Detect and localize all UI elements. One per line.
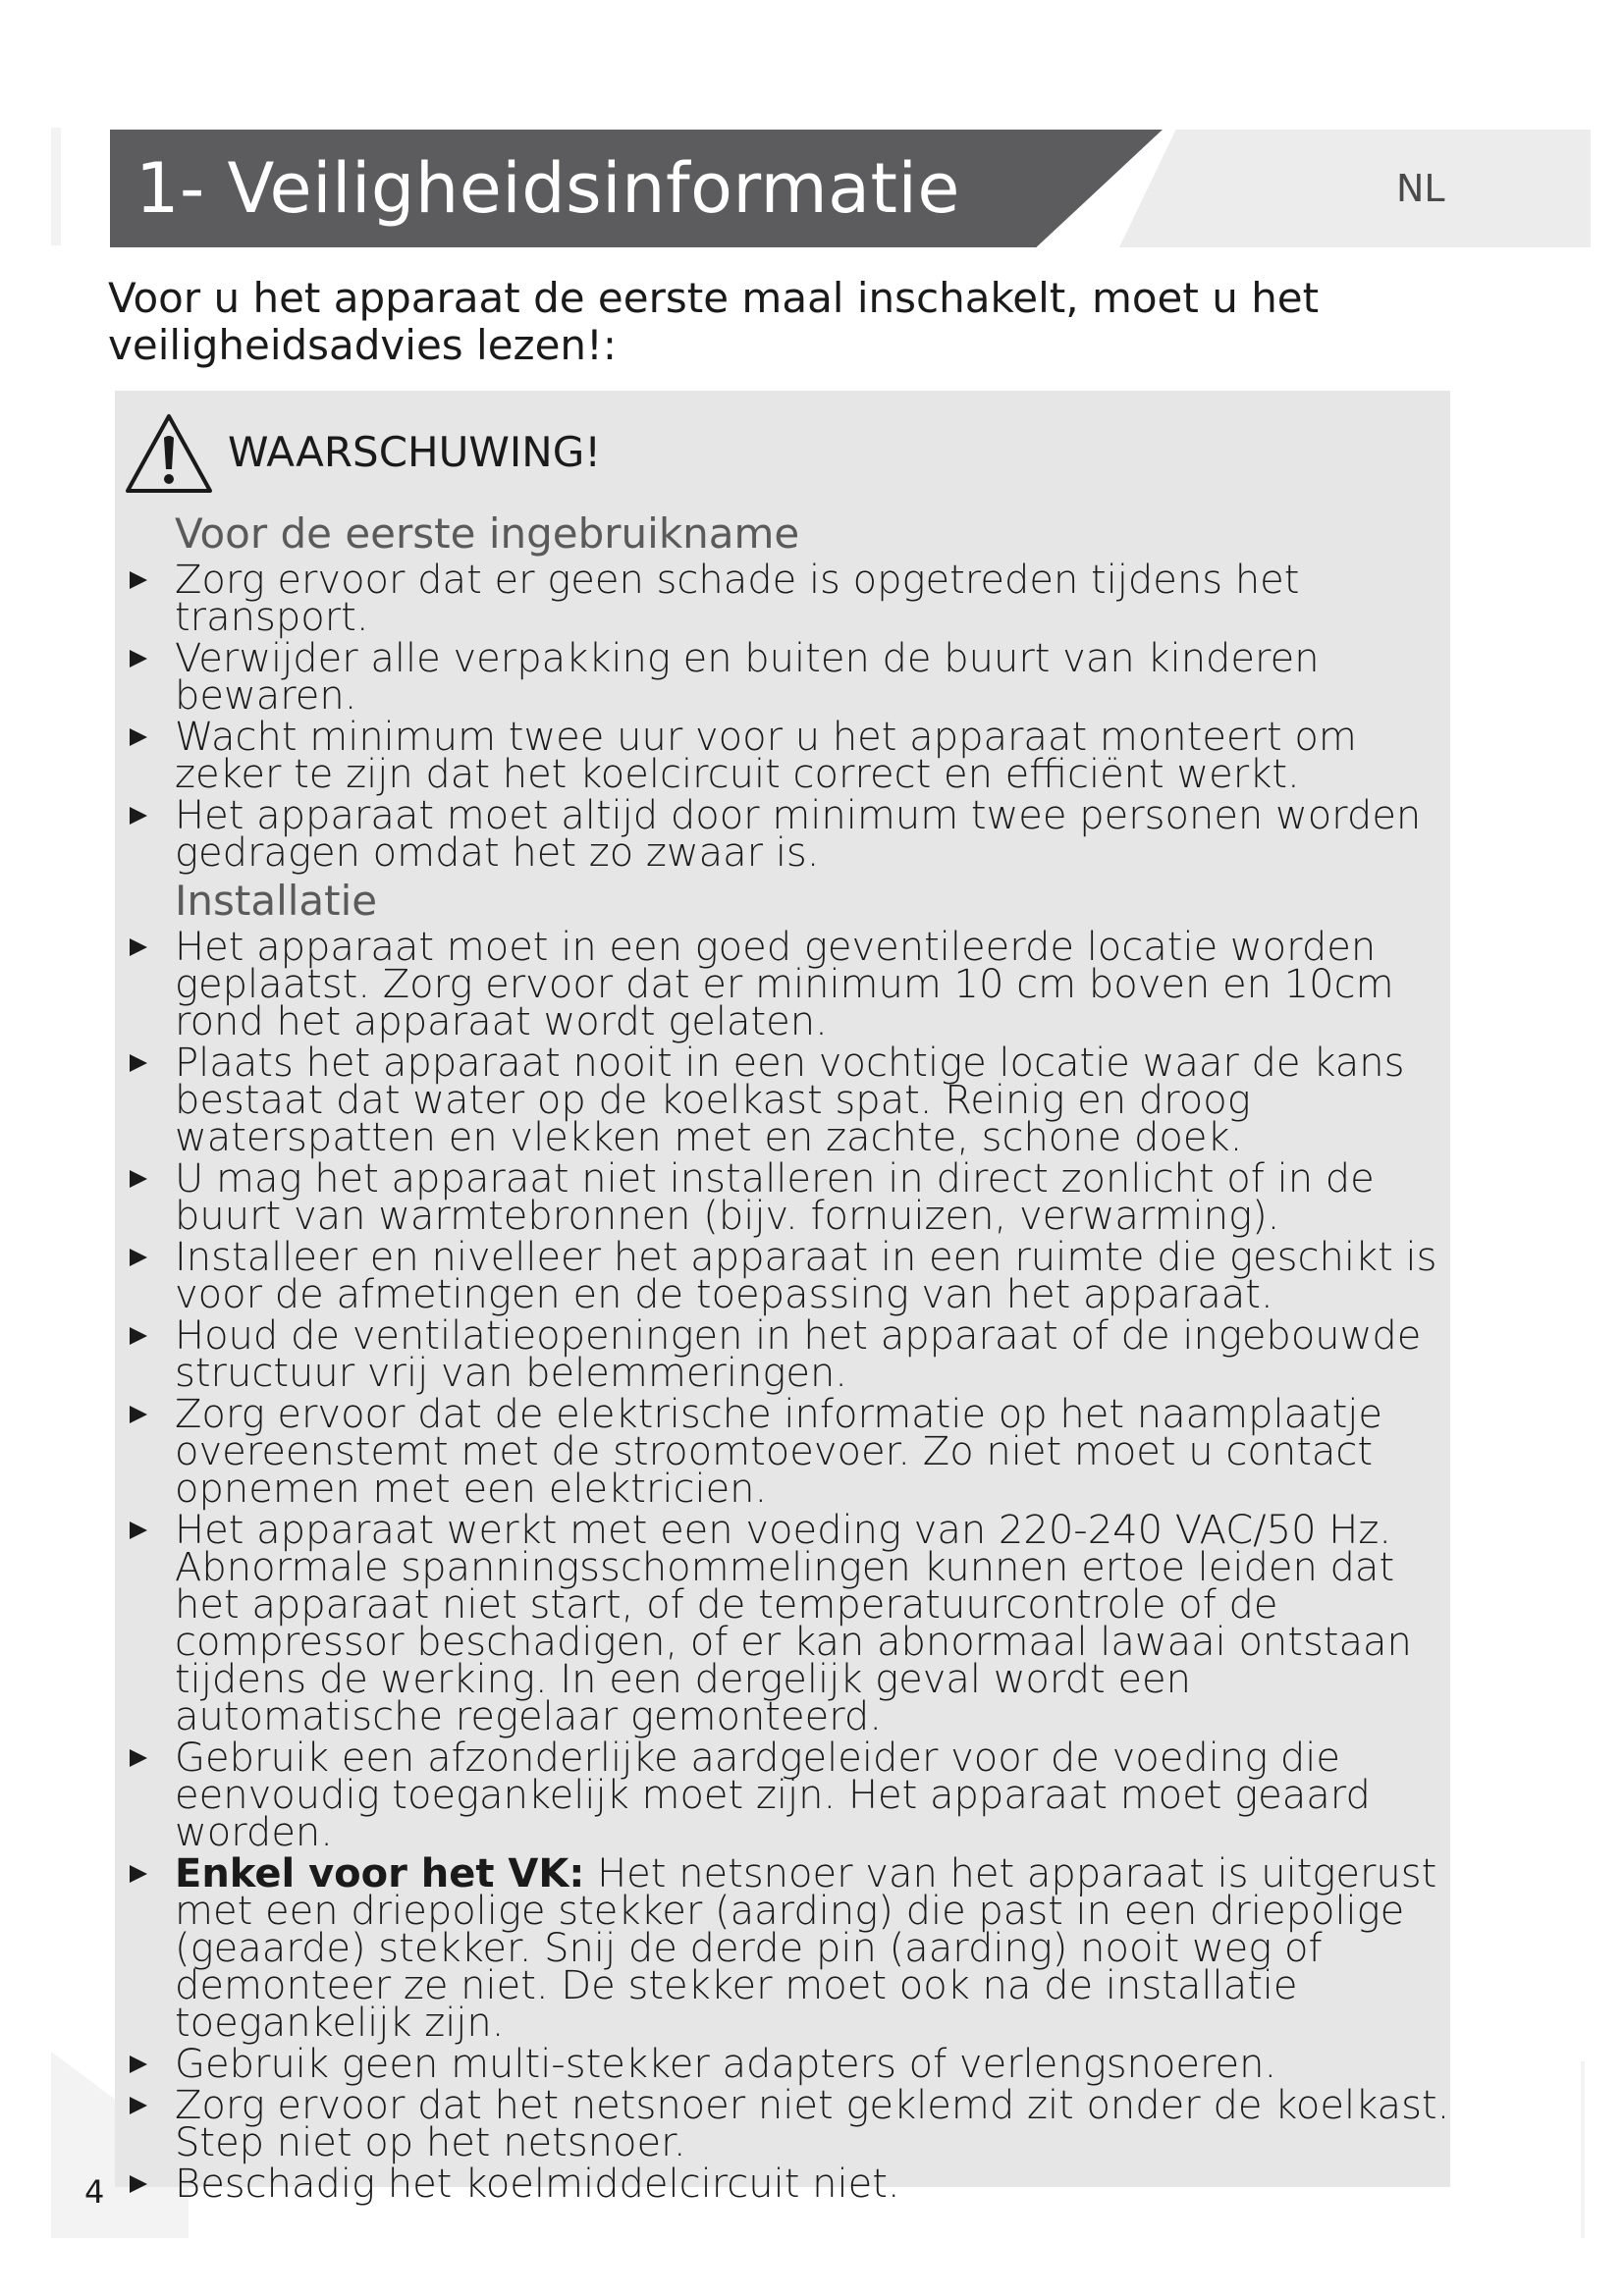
warning-triangle-icon — [122, 410, 216, 497]
bullet-arrow-icon — [130, 938, 147, 956]
list-item: Zorg ervoor dat het netsnoer niet geklemd zit onder de koelkast. Step niet op het netsnoer. — [126, 2087, 1461, 2162]
installation-list — [126, 925, 1461, 2207]
list-item: Zorg ervoor dat er geen schade is opgetreden tijdens het transport. — [126, 561, 1461, 636]
list-item: Het apparaat moet altijd door minimum twee personen worden gedragen omdat het zo zwaar is. — [126, 797, 1461, 872]
bullet-arrow-icon — [130, 728, 147, 746]
bullet-arrow-icon — [130, 2175, 147, 2193]
list-item: Gebruik een afzonderlijke aardgeleider voor de voeding die eenvoudig toegankelijk moet zijn. Het apparaat moet geaard worden. — [126, 1739, 1461, 1851]
list-item: Het apparaat moet in een goed geventileerde locatie worden geplaatst. Zorg ervoor dat er minimum 10 cm boven en 10cm rond het apparaat wordt gelaten. — [126, 929, 1461, 1041]
safety-content — [126, 510, 1461, 2207]
list-item: Het apparaat werkt met een voeding van 220-240 VAC/50 Hz. Abnormale spanningsschommelingen kunnen ertoe leiden dat het apparaat niet start, of de temperatuurcontrole of de compressor beschadigen, of er kan abnormaal lawaai ontstaan tijdens de werking. In een dergelijk geval wordt een automatische regelaar gemonteerd. — [126, 1512, 1461, 1735]
bullet-arrow-icon — [130, 1249, 147, 1266]
section-heading-first-use: Voor de eerste ingebruikname — [175, 509, 800, 558]
first-use-list — [126, 558, 1461, 876]
bullet-arrow-icon — [130, 571, 147, 589]
page-title: 1- Veiligheidsinformatie — [135, 148, 961, 229]
page-number: 4 — [84, 2173, 105, 2211]
bullet-arrow-icon — [130, 1865, 147, 1883]
language-tab — [1119, 130, 1591, 247]
left-edge-shade — [51, 128, 61, 245]
warning-title: WAARSCHUWING! — [228, 428, 602, 476]
list-item-uk: Enkel voor het VK: Het netsnoer van het apparaat is uitgerust met een driepolige stekker (aarding) die past in een driepolige (geaarde) stekker. Snij de derde pin (aarding) nooit weg of demonteer ze niet. De stekker moet ook na de installatie toegankelijk zijn. — [126, 1855, 1461, 2042]
bullet-arrow-icon — [130, 1327, 147, 1345]
list-item: Wacht minimum twee uur voor u het apparaat monteert om zeker te zijn dat het koelcircuit correct en efficiënt werkt. — [126, 719, 1461, 793]
section-heading-installation: Installatie — [175, 877, 378, 925]
list-item: Installeer en nivelleer het apparaat in een ruimte die geschikt is voor de afmetingen en de toepassing van het apparaat. — [126, 1239, 1461, 1313]
bullet-arrow-icon — [130, 1170, 147, 1188]
bullet-arrow-icon — [130, 650, 147, 667]
bullet-arrow-icon — [130, 1749, 147, 1767]
bullet-arrow-icon — [130, 2097, 147, 2114]
bullet-arrow-icon — [130, 2056, 147, 2073]
language-label: NL — [1396, 167, 1445, 210]
list-item: Beschadig het koelmiddelcircuit niet. — [126, 2165, 1461, 2203]
bullet-arrow-icon — [130, 807, 147, 825]
list-item: Houd de ventilatieopeningen in het apparaat of de ingebouwde structuur vrij van belemmeringen. — [126, 1317, 1461, 1392]
list-item: Zorg ervoor dat de elektrische informatie op het naamplaatje overeenstemt met de stroomtoevoer. Zo niet moet u contact opnemen met een elektricien. — [126, 1396, 1461, 1508]
list-item: Verwijder alle verpakking en buiten de buurt van kinderen bewaren. — [126, 640, 1461, 715]
list-item: Plaats het apparaat nooit in een vochtige locatie waar de kans bestaat dat water op de koelkast spat. Reinig en droog waterspatten en vlekken met en zachte, schone doek. — [126, 1044, 1461, 1156]
list-item: U mag het apparaat niet installeren in direct zonlicht of in de buurt van warmtebronnen (bijv. fornuizen, verwarming). — [126, 1160, 1461, 1235]
bullet-arrow-icon — [130, 1406, 147, 1423]
intro-text: Voor u het apparaat de eerste maal inschakelt, moet u het veiligheidsadvies lezen!: — [108, 274, 1320, 369]
bullet-arrow-icon — [130, 1054, 147, 1072]
list-item: Gebruik geen multi-stekker adapters of verlengsnoeren. — [126, 2046, 1461, 2083]
bullet-arrow-icon — [130, 1522, 147, 1539]
right-edge-shade — [1581, 2061, 1585, 2238]
